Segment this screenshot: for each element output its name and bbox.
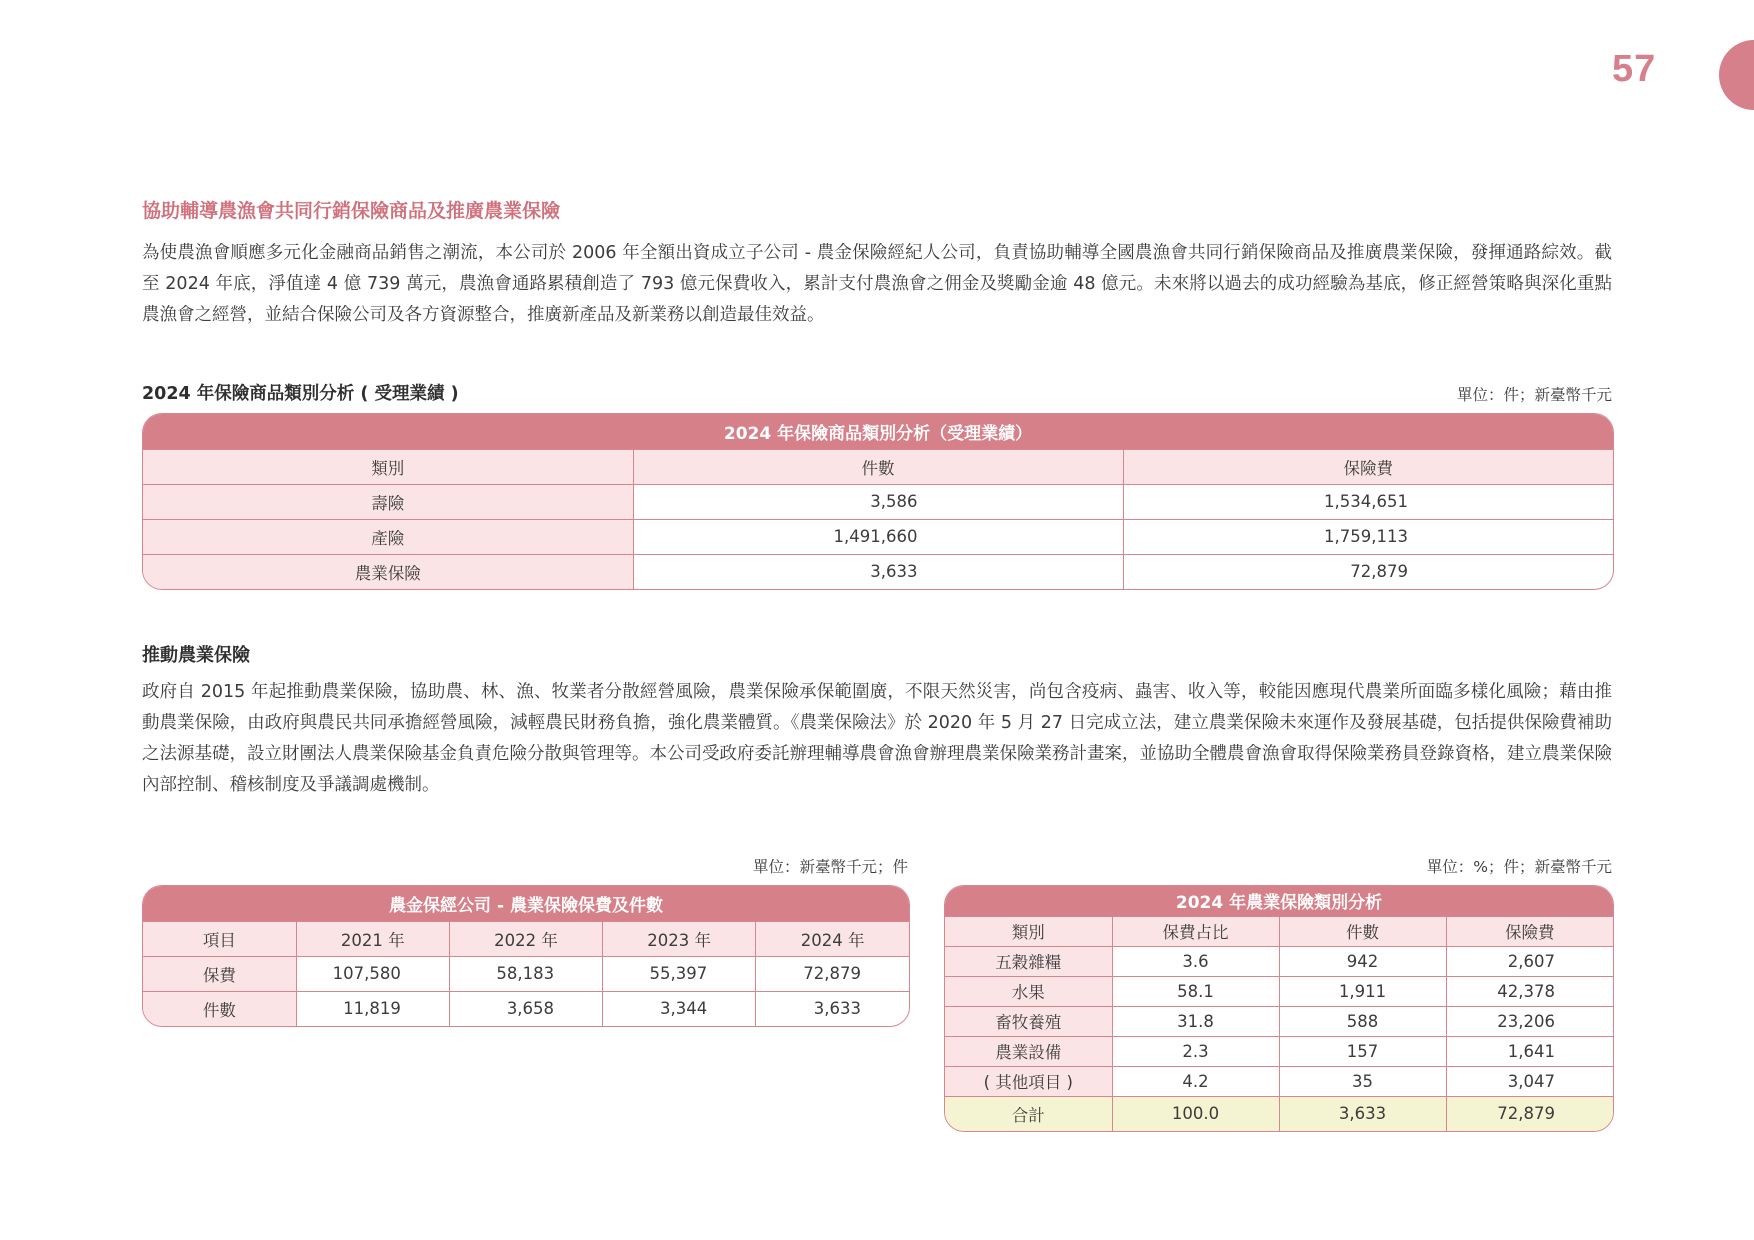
- row-label: 農業設備: [945, 1036, 1112, 1066]
- row-label: 壽險: [143, 484, 633, 519]
- table-row: [143, 956, 909, 991]
- table-row: [143, 991, 909, 1026]
- row-label: 件數: [143, 991, 296, 1026]
- table-row: [945, 1066, 1613, 1096]
- table-cell: 3.6: [1112, 946, 1279, 976]
- row-label: 五穀雜糧: [945, 946, 1112, 976]
- table-row: [143, 484, 1613, 519]
- table-cell: 942: [1279, 946, 1446, 976]
- table-cell: 4.2: [1112, 1066, 1279, 1096]
- row-label: 畜牧養殖: [945, 1006, 1112, 1036]
- table-row: [143, 519, 1613, 554]
- table-cell: 42,378: [1446, 976, 1613, 1006]
- table-cell: 72,879: [1350, 562, 1409, 582]
- table-cell: 3,047: [1446, 1066, 1613, 1096]
- column-header: 類別: [945, 916, 1112, 946]
- table-cell: 2.3: [1112, 1036, 1279, 1066]
- section-title-agri-insurance: 推動農業保險: [142, 645, 250, 666]
- table-cell: 107,580: [296, 956, 449, 991]
- table-cell: 72,879: [1446, 1096, 1613, 1131]
- row-label: ( 其他項目 ): [945, 1066, 1112, 1096]
- table-row: [945, 1006, 1613, 1036]
- column-header: 件數: [633, 449, 1123, 484]
- table-row: [945, 976, 1613, 1006]
- column-header: 保險費: [1446, 916, 1613, 946]
- table-cell: 3,633: [633, 554, 1123, 589]
- table-cell: 31.8: [1112, 1006, 1279, 1036]
- table-cell: 100.0: [1112, 1096, 1279, 1131]
- table-cell: 588: [1279, 1006, 1446, 1036]
- section-paragraph-agri-insurance: 政府自 2015 年起推動農業保險，協助農、林、漁、牧業者分散經營風險，農業保險承保範圍廣，不限天然災害，尚包含疫病、蟲害、收入等，較能因應現代農業所面臨多樣化風險；藉由推動農業保險，由政府與農民共同承擔經營風險，減輕農民財務負擔，強化農業體質。《農業保險法》於 2020 年 5 月 27 日完成立法，建立農業保險未來運作及發展基礎，包括提供保險費補助之法源基礎，設立財團法人農業保險基金負責危險分散與管理等。本公司受政府委託辦理輔導農會漁會辦理農業保險業務計畫案，並協助全體農會漁會取得保險業務員登錄資格，建立農業保險內部控制、稽核制度及爭議調處機制。: [142, 682, 1612, 795]
- table-cell: 3,658: [449, 991, 602, 1026]
- table-cell: 3,633: [1279, 1096, 1446, 1131]
- page-number: 57: [1612, 48, 1657, 90]
- table-cell: 72,879: [756, 956, 909, 991]
- column-header: 2021 年: [296, 921, 449, 956]
- column-header: 項目: [143, 921, 296, 956]
- unit-label-product-analysis: 單位：件；新臺幣千元: [1456, 386, 1612, 404]
- column-header: 2024 年: [756, 921, 909, 956]
- table-title: 農金保經公司 - 農業保險保費及件數: [143, 886, 909, 921]
- table-product-analysis: [142, 413, 1614, 590]
- row-label: 合計: [945, 1096, 1112, 1131]
- section-title-cooperative-marketing: 協助輔導農漁會共同行銷保險商品及推廣農業保險: [142, 200, 561, 222]
- table-cell: 1,759,113: [1123, 519, 1613, 554]
- table-cell: 1,534,651: [1123, 484, 1613, 519]
- table-cell: 3,344: [603, 991, 756, 1026]
- table-cell: 58.1: [1112, 976, 1279, 1006]
- column-header: 類別: [143, 449, 633, 484]
- table-cell: 2,607: [1446, 946, 1613, 976]
- table-heading-product-analysis: 2024 年保險商品類別分析 ( 受理業績 ): [142, 384, 459, 404]
- table-row: [143, 554, 1613, 589]
- table-cell: 3,633: [813, 999, 861, 1019]
- column-header: 件數: [1279, 916, 1446, 946]
- table-row: [945, 946, 1613, 976]
- corner-decoration: [1719, 40, 1754, 110]
- table-total-row: [945, 1096, 1613, 1131]
- table-cell: 58,183: [449, 956, 602, 991]
- unit-label-premium-cases: 單位：新臺幣千元；件: [752, 858, 908, 876]
- table-title: 2024 年保險商品類別分析（受理業績）: [143, 414, 1613, 449]
- unit-label-agri-category: 單位：%；件；新臺幣千元: [1426, 858, 1612, 876]
- table-row: [945, 1036, 1613, 1066]
- table-cell: 1,911: [1279, 976, 1446, 1006]
- section-paragraph-cooperative-marketing: 為使農漁會順應多元化金融商品銷售之潮流，本公司於 2006 年全額出資成立子公司 - 農金保險經紀人公司，負責協助輔導全國農漁會共同行銷保險商品及推廣農業保險，發揮通路綜效。截至 2024 年底，淨值達 4 億 739 萬元，農漁會通路累積創造了 793 億元保費收入，累計支付農漁會之佣金及獎勵金逾 48 億元。未來將以過去的成功經驗為基底，修正經營策略與深化重點農漁會之經營，並結合保險公司及各方資源整合，推廣新產品及新業務以創造最佳效益。: [142, 243, 1612, 325]
- table-premium-cases: [142, 885, 910, 1027]
- table-cell: 157: [1279, 1036, 1446, 1066]
- row-label: 保費: [143, 956, 296, 991]
- table-title: 2024 年農業保險類別分析: [945, 886, 1613, 916]
- row-label: 產險: [143, 519, 633, 554]
- table-cell: 1,491,660: [633, 519, 1123, 554]
- table-cell: 23,206: [1446, 1006, 1613, 1036]
- row-label: 水果: [945, 976, 1112, 1006]
- table-cell: 3,586: [633, 484, 1123, 519]
- table-cell: 11,819: [296, 991, 449, 1026]
- table-cell: 35: [1279, 1066, 1446, 1096]
- table-cell: 55,397: [603, 956, 756, 991]
- table-agri-category: [944, 885, 1614, 1132]
- row-label: 農業保險: [143, 554, 633, 589]
- column-header: 保險費: [1123, 449, 1613, 484]
- table-cell: 1,641: [1446, 1036, 1613, 1066]
- column-header: 保費占比: [1112, 916, 1279, 946]
- column-header: 2022 年: [449, 921, 602, 956]
- column-header: 2023 年: [603, 921, 756, 956]
